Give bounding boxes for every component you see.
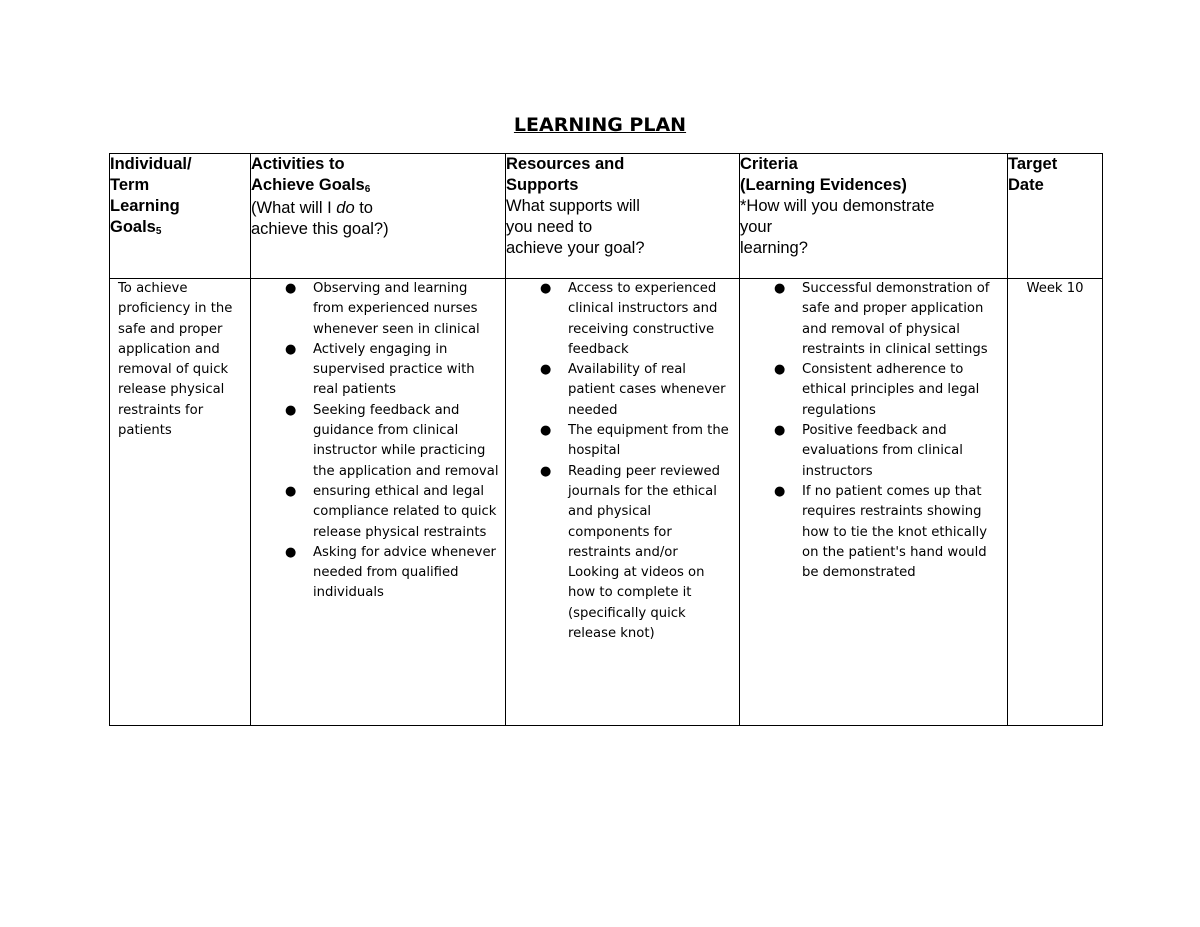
table-row bbox=[110, 279, 1103, 726]
criteria-list bbox=[740, 279, 1007, 583]
target-date-cell: Week 10 bbox=[1008, 279, 1103, 726]
bullet-icon: ● bbox=[540, 281, 552, 296]
bullet-icon: ● bbox=[540, 463, 552, 479]
list-item: ● Observing and learning from experienced nurses whenever seen in clinical bbox=[285, 281, 480, 337]
list-item: ● Seeking feedback and guidance from clinical instructor while practicing the application and removal bbox=[285, 402, 499, 479]
activities-cell bbox=[251, 279, 506, 726]
learning-plan-table bbox=[109, 153, 1103, 726]
bullet-icon: ● bbox=[774, 362, 786, 378]
bullet-icon: ● bbox=[285, 483, 297, 499]
bullet-icon: ● bbox=[774, 423, 786, 439]
list-item: ● Reading peer reviewed journals for the ethical and physical components for restraints and/or Looking at videos on how to complete it (specifically quick release knot) bbox=[540, 463, 721, 642]
resources-cell bbox=[506, 279, 740, 726]
list-item: ● Successful demonstration of safe and proper application and removal of physical restraints in clinical settings bbox=[774, 281, 990, 357]
list-item: ● Consistent adherence to ethical principles and legal regulations bbox=[774, 362, 980, 418]
resources-list bbox=[506, 279, 739, 644]
list-item: ● Availability of real patient cases whenever needed bbox=[540, 362, 726, 418]
list-item: ● Asking for advice whenever needed from qualified individuals bbox=[285, 544, 496, 601]
header-criteria: Criteria (Learning Evidences) *How will you demonstrate your learning? bbox=[740, 154, 1008, 279]
bullet-icon: ● bbox=[540, 362, 552, 378]
bullet-icon: ● bbox=[774, 483, 786, 499]
list-item: ● Actively engaging in supervised practice with real patients bbox=[285, 341, 475, 398]
header-resources: Resources and Supports What supports will you need to achieve your goal? bbox=[506, 154, 740, 279]
bullet-icon: ● bbox=[285, 341, 297, 357]
header-row bbox=[110, 154, 1103, 279]
header-activities: Activities to Achieve Goals$_6$ (What will I do to achieve this goal?) bbox=[251, 154, 506, 279]
page-title: LEARNING PLAN bbox=[513, 114, 687, 136]
bullet-icon: ● bbox=[285, 544, 297, 560]
bullet-icon: ● bbox=[285, 402, 297, 418]
list-item: ● The equipment from the hospital bbox=[540, 423, 729, 459]
list-item: ● If no patient comes up that requires restraints showing how to tie the knot ethically on the patient's hand would be demonstrated bbox=[774, 483, 988, 581]
header-target-date: Target Date bbox=[1008, 154, 1103, 279]
bullet-icon: ● bbox=[540, 423, 552, 439]
activities-list bbox=[251, 279, 505, 604]
header-goals: Individual/ Term Learning Goals$_5$ bbox=[110, 154, 251, 279]
bullet-icon: ● bbox=[774, 281, 786, 296]
criteria-cell bbox=[740, 279, 1008, 726]
list-item: ● Access to experienced clinical instructors and receiving constructive feedback bbox=[540, 281, 718, 357]
list-item: ● Positive feedback and evaluations from clinical instructors bbox=[774, 423, 963, 479]
goal-cell: To achieve proficiency in the safe and proper application and removal of quick release physical restraints for patients bbox=[110, 279, 251, 726]
bullet-icon: ● bbox=[285, 281, 297, 296]
list-item: ● ensuring ethical and legal compliance related to quick release physical restraints bbox=[285, 483, 497, 540]
